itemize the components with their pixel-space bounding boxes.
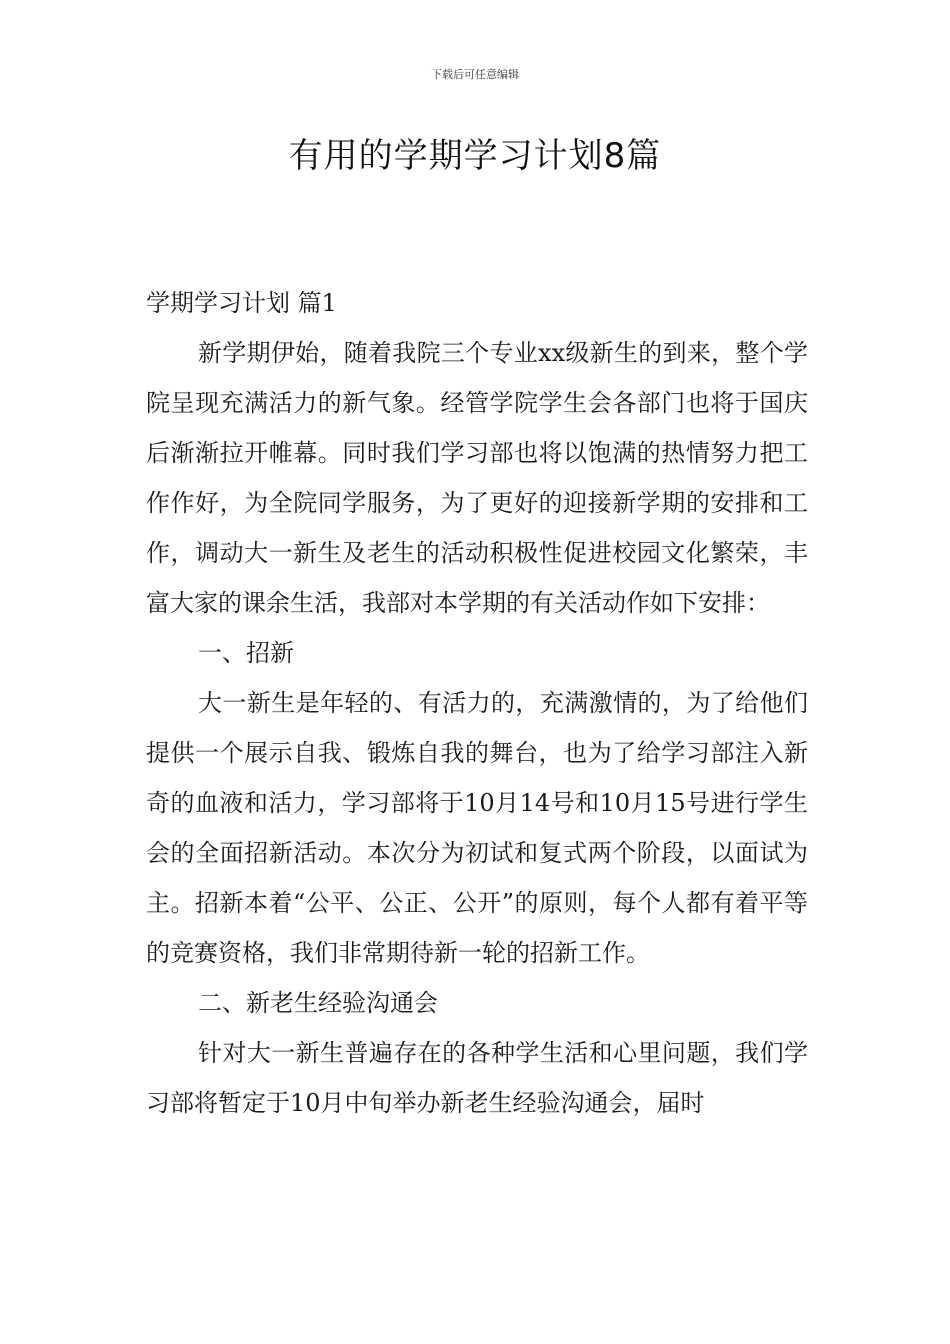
section-heading: 学期学习计划 篇1 <box>146 289 337 317</box>
body-paragraph: 大一新生是年轻的、有活力的，充满激情的，为了给他们提供一个展示自我、锻炼自我的舞台，也为了给学习部注入新奇的血液和活力，学习部将于10月14号和10月15号进行学生会的全面招新活动。本次分为初试和复式两个阶段，以面试为主。招新本着“公平、公正、公开”的原则，每个人都有着平等的竞赛资格，我们非常期待新一轮的招新工作。 <box>146 689 808 967</box>
document-body <box>146 278 808 1128</box>
header-note: 下载后可任意编辑 <box>431 68 519 81</box>
body-paragraph: 新学期伊始，随着我院三个专业xx级新生的到来，整个学院呈现充满活力的新气象。经管学院学生会各部门也将于国庆后渐渐拉开帷幕。同时我们学习部也将以饱满的热情努力把工作作好，为全院同学服务，为了更好的迎接新学期的安排和工作，调动大一新生及老生的活动积极性促进校园文化繁荣，丰富大家的课余生活，我部对本学期的有关活动作如下安排： <box>146 339 808 617</box>
subheading: 一、招新 <box>198 639 294 667</box>
document-title: 有用的学期学习计划8篇 <box>288 136 662 176</box>
subheading: 二、新老生经验沟通会 <box>198 989 438 1017</box>
body-paragraph: 针对大一新生普遍存在的各种学生活和心里问题，我们学习部将暂定于10月中旬举办新老生经验沟通会，届时 <box>146 1039 808 1117</box>
